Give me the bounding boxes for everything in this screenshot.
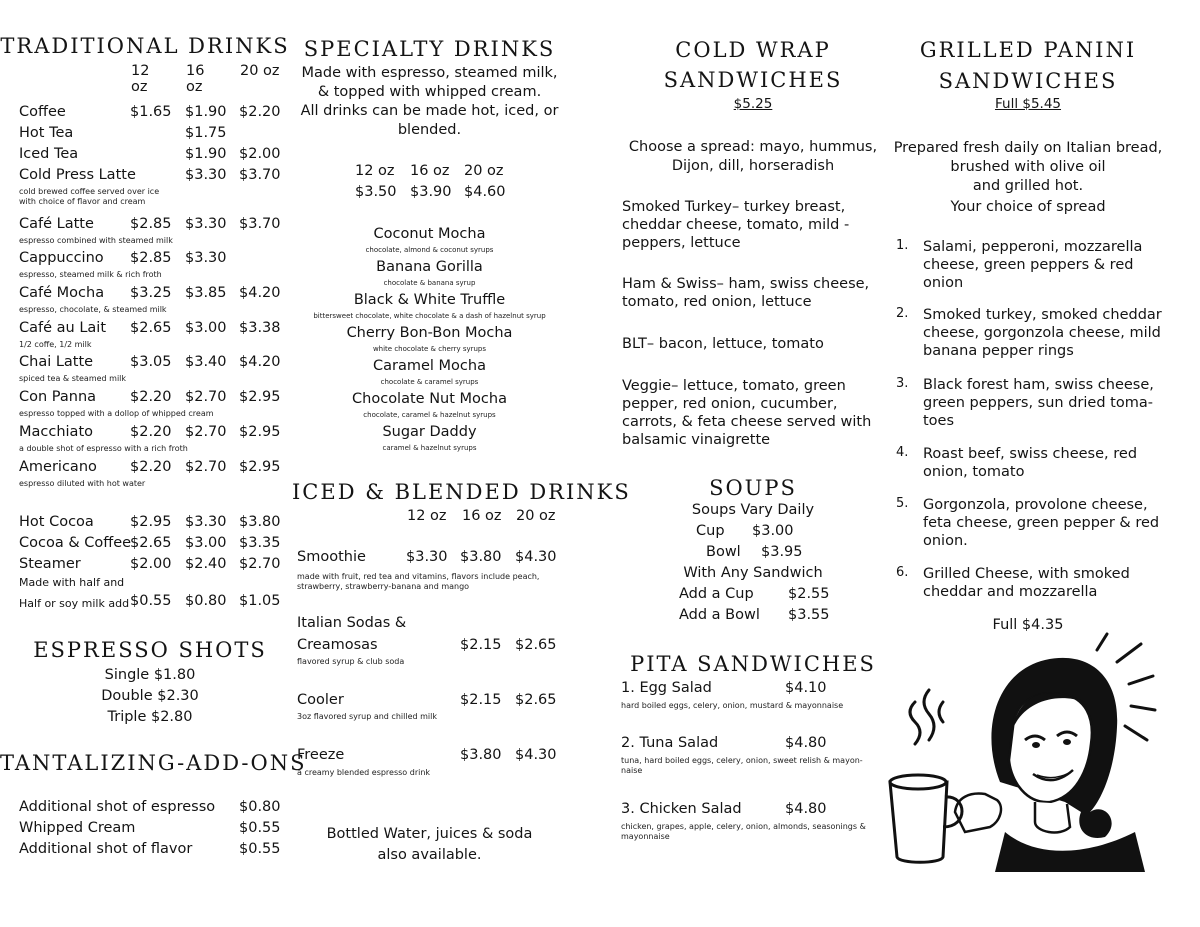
pita-desc: chicken, grapes, apple, celery, onion, almonds, seasonings & xyxy=(621,822,866,831)
panini-line: green peppers, sun dried toma- xyxy=(923,395,1153,411)
panini-number: 6. xyxy=(896,565,909,580)
panini-line: toes xyxy=(923,413,955,429)
pita-desc: naise xyxy=(621,766,643,775)
panini-line: Black forest ham, swiss cheese, xyxy=(923,377,1154,393)
item-name: Cocoa & Coffee xyxy=(19,535,132,551)
price-20oz: $2.65 xyxy=(515,692,557,708)
wrap-line: Ham & Swiss– ham, swiss cheese, xyxy=(622,276,870,292)
item-desc: a creamy blended espresso drink xyxy=(297,768,431,777)
soup-bowl: Bowl xyxy=(706,544,741,560)
addon-name: Whipped Cream xyxy=(19,820,136,836)
cold-wrap-title: COLD WRAP xyxy=(675,38,831,62)
item-desc: cold brewed coffee served over ice xyxy=(19,187,160,196)
item-price: $3.05 xyxy=(130,354,172,370)
wrap-item xyxy=(622,377,871,449)
item-desc: with choice of flavor and cream xyxy=(19,197,146,206)
item-price: $3.00 xyxy=(185,535,227,551)
item-price: $2.70 xyxy=(185,389,227,405)
intro-line: Made with espresso, steamed milk, xyxy=(301,65,558,81)
item-name: Cappuccino xyxy=(19,250,104,266)
item-price: $0.55 xyxy=(130,593,172,609)
specialty-item-name: Sugar Daddy xyxy=(382,424,477,440)
item-name: Hot Cocoa xyxy=(19,514,94,530)
specialty-item-name: Banana Gorilla xyxy=(376,259,483,275)
intro-line: blended. xyxy=(397,122,462,138)
soup-add-cup-price: $2.55 xyxy=(788,586,830,602)
addon-name: Additional shot of flavor xyxy=(19,841,193,857)
spread-line: Choose a spread: mayo, hummus, xyxy=(628,139,878,155)
addons-title: TANTALIZING-ADD-ONS xyxy=(0,751,307,775)
price-12oz: $3.30 xyxy=(406,549,448,565)
item-name: Freeze xyxy=(297,747,345,763)
price-16oz: $3.80 xyxy=(460,747,502,763)
cold-wrap-price: $5.25 xyxy=(733,96,773,112)
wrap-line: Smoked Turkey– turkey breast, xyxy=(622,199,846,215)
item-price: $3.30 xyxy=(185,514,227,530)
espresso-shots-title: ESPRESSO SHOTS xyxy=(33,638,267,662)
specialty-column xyxy=(292,0,631,927)
addon-price: $0.55 xyxy=(239,820,281,836)
intro-line: & topped with whipped cream. xyxy=(317,84,542,100)
panini-line: cheese, green peppers & red xyxy=(923,257,1134,273)
cold-wrap-title-2: SANDWICHES xyxy=(663,68,843,92)
intro-line: All drinks can be made hot, iced, or xyxy=(300,103,559,119)
addon-price: $0.80 xyxy=(239,799,281,815)
panini-line: Grilled Cheese, with smoked xyxy=(923,566,1130,582)
item-price: $2.20 xyxy=(130,424,172,440)
item-price: $3.38 xyxy=(239,320,281,336)
item-desc: espresso diluted with hot water xyxy=(19,479,146,488)
panini-line: Roast beef, swiss cheese, red xyxy=(923,446,1138,462)
size-12oz: 12 oz xyxy=(407,508,447,524)
item-price: $3.30 xyxy=(185,250,227,266)
specialty-item-desc: bittersweet chocolate, white chocolate & a dash of hazelnut syrup xyxy=(313,312,546,320)
item-name: Chai Latte xyxy=(19,354,94,370)
specialty-item-name: Coconut Mocha xyxy=(373,226,486,242)
soup-add-bowl: Add a Bowl xyxy=(679,607,760,623)
item-name: Half or soy milk add xyxy=(19,597,130,610)
pita-name: 2. Tuna Salad xyxy=(621,735,719,751)
size-20oz: 20 oz xyxy=(240,63,280,79)
item-price: $2.20 xyxy=(130,389,172,405)
specialty-intro xyxy=(292,64,567,140)
pita-desc: tuna, hard boiled eggs, celery, onion, sweet relish & mayon- xyxy=(621,756,863,765)
item-price: $1.90 xyxy=(185,146,227,162)
item-desc: espresso topped with a dollop of whipped cream xyxy=(19,409,214,418)
item-price: $3.40 xyxy=(185,354,227,370)
item-desc: strawberry, strawberry-banana and mango xyxy=(297,582,470,591)
item-price: $4.20 xyxy=(239,354,281,370)
intro-line: Prepared fresh daily on Italian bread, xyxy=(893,140,1163,156)
item-desc: 3oz flavored syrup and chilled milk xyxy=(297,712,437,721)
soup-bowl-price: $3.95 xyxy=(761,544,803,560)
panini-title-2: SANDWICHES xyxy=(938,69,1118,93)
panini-title: GRILLED PANINI xyxy=(919,38,1137,62)
item-price: $2.85 xyxy=(130,216,172,232)
footer-line: Bottled Water, juices & soda xyxy=(326,826,533,842)
wraps-column xyxy=(600,0,890,927)
wrap-line: pepper, red onion, cucumber, xyxy=(622,396,838,412)
cold-wrap-spread xyxy=(600,138,906,176)
pita-desc: mayonnaise xyxy=(621,832,670,841)
item-price: $0.80 xyxy=(185,593,227,609)
specialty-item-name: Chocolate Nut Mocha xyxy=(352,391,507,407)
addon-name: Additional shot of espresso xyxy=(19,799,216,815)
size-12oz: 12 oz xyxy=(355,163,395,179)
wrap-line: Veggie– lettuce, tomato, green xyxy=(622,378,846,394)
item-price: $2.95 xyxy=(130,514,172,530)
panini-number: 2. xyxy=(896,306,909,321)
panini-price: Full $5.45 xyxy=(994,96,1062,112)
specialty-item-desc: chocolate, almond & coconut syrups xyxy=(365,246,494,254)
item-price: $3.30 xyxy=(185,167,227,183)
panini-item xyxy=(923,238,1142,292)
intro-line: and grilled hot. xyxy=(972,178,1084,194)
panini-line: cheese, gorgonzola cheese, mild xyxy=(923,325,1161,341)
price-20oz: $4.30 xyxy=(515,747,557,763)
espresso-shots-list xyxy=(0,665,300,728)
item-name: Con Panna xyxy=(19,389,97,405)
wrap-item xyxy=(622,335,824,353)
price-16oz: $2.15 xyxy=(460,692,502,708)
item-price: $3.85 xyxy=(185,285,227,301)
item-price: $4.20 xyxy=(239,285,281,301)
item-price: $2.70 xyxy=(185,424,227,440)
pita-desc: hard boiled eggs, celery, onion, mustard & mayonnaise xyxy=(621,701,844,710)
size-12oz: 12 oz xyxy=(131,63,150,95)
item-desc: 1/2 coffe, 1/2 milk xyxy=(19,340,92,349)
wrap-line: balsamic vinaigrette xyxy=(622,432,771,448)
item-price: $2.85 xyxy=(130,250,172,266)
item-price: $1.90 xyxy=(185,104,227,120)
panini-line: onion, tomato xyxy=(923,464,1025,480)
size-16oz: 16 oz xyxy=(410,163,450,179)
panini-number: 5. xyxy=(896,496,909,511)
espresso-double: Double $2.30 xyxy=(101,688,199,704)
pita-name: 3. Chicken Salad xyxy=(621,801,742,817)
panini-item xyxy=(923,445,1137,481)
wrap-line: cheddar cheese, tomato, mild - xyxy=(622,217,850,233)
item-desc: spiced tea & steamed milk xyxy=(19,374,127,383)
wrap-item xyxy=(622,198,849,252)
item-name: Steamer xyxy=(19,556,81,572)
panini-line: feta cheese, green pepper & red xyxy=(923,515,1160,531)
panini-intro xyxy=(890,139,1166,217)
soup-add-cup: Add a Cup xyxy=(679,586,754,602)
soups-line: Soups Vary Daily xyxy=(691,502,815,518)
item-price: $2.65 xyxy=(130,320,172,336)
retro-woman-coffee-illustration xyxy=(885,632,1170,872)
traditional-drinks-title: TRADITIONAL DRINKS xyxy=(0,34,290,58)
item-name: Cold Press Latte xyxy=(19,167,136,183)
item-price: $1.65 xyxy=(130,104,172,120)
item-desc: Made with half and xyxy=(19,576,125,589)
panini-line: banana pepper rings xyxy=(923,343,1074,359)
panini-item xyxy=(923,306,1162,360)
wrap-line: BLT– bacon, lettuce, tomato xyxy=(622,336,824,352)
pita-price: $4.80 xyxy=(785,801,827,817)
item-desc: flavored syrup & club soda xyxy=(297,657,405,666)
wrap-line: tomato, red onion, lettuce xyxy=(622,294,812,310)
panini-number: 4. xyxy=(896,445,909,460)
specialty-item-desc: chocolate & banana syrup xyxy=(383,279,476,287)
specialty-drinks-title: SPECIALTY DRINKS xyxy=(303,37,556,61)
item-price: $3.70 xyxy=(239,167,281,183)
item-name: Creamosas xyxy=(297,637,378,653)
price-20oz: $4.30 xyxy=(515,549,557,565)
item-name: Americano xyxy=(19,459,97,475)
panini-line: cheddar and mozzarella xyxy=(923,584,1098,600)
item-name: Iced Tea xyxy=(19,146,79,162)
soup-add-bowl-price: $3.55 xyxy=(788,607,830,623)
espresso-single: Single $1.80 xyxy=(104,667,196,683)
soups-line: With Any Sandwich xyxy=(683,565,823,581)
item-price: $3.25 xyxy=(130,285,172,301)
price-16oz: $3.80 xyxy=(460,549,502,565)
panini-line: Smoked turkey, smoked cheddar xyxy=(923,307,1162,323)
price-16oz: $2.15 xyxy=(460,637,502,653)
item-price: $2.70 xyxy=(185,459,227,475)
specialty-item-desc: caramel & hazelnut syrups xyxy=(382,444,477,452)
panini-full-price: Full $4.35 xyxy=(992,617,1064,633)
item-desc: espresso combined with steamed milk xyxy=(19,236,173,245)
panini-item xyxy=(923,376,1154,430)
panini-line: onion xyxy=(923,275,964,291)
soup-cup: Cup xyxy=(696,523,725,539)
specialty-item-name: Cherry Bon-Bon Mocha xyxy=(346,325,513,341)
iced-blended-title: ICED & BLENDED DRINKS xyxy=(292,480,631,504)
intro-line: Your choice of spread xyxy=(950,199,1106,215)
item-desc: a double shot of espresso with a rich froth xyxy=(19,444,188,453)
price-16oz: $3.90 xyxy=(410,184,452,200)
panini-number: 1. xyxy=(896,238,909,253)
item-price: $2.20 xyxy=(239,104,281,120)
intro-line: brushed with olive oil xyxy=(950,159,1106,175)
soups-title: SOUPS xyxy=(709,476,797,500)
item-name: Italian Sodas & xyxy=(297,615,407,631)
panini-column xyxy=(890,0,1190,927)
price-20oz: $4.60 xyxy=(464,184,506,200)
panini-item xyxy=(923,565,1130,601)
item-desc: made with fruit, red tea and vitamins, flavors include peach, xyxy=(297,572,540,581)
pita-name: 1. Egg Salad xyxy=(621,680,712,696)
wrap-line: peppers, lettuce xyxy=(622,235,741,251)
size-16oz: 16 oz xyxy=(462,508,502,524)
item-price: $3.35 xyxy=(239,535,281,551)
addon-price: $0.55 xyxy=(239,841,281,857)
pita-price: $4.10 xyxy=(785,680,827,696)
espresso-triple: Triple $2.80 xyxy=(107,709,193,725)
item-price: $2.20 xyxy=(130,459,172,475)
item-price: $2.40 xyxy=(185,556,227,572)
item-price: $3.80 xyxy=(239,514,281,530)
panini-line: Salami, pepperoni, mozzarella xyxy=(923,239,1143,255)
pita-price: $4.80 xyxy=(785,735,827,751)
item-price: $3.30 xyxy=(185,216,227,232)
item-name: Café Latte xyxy=(19,216,94,232)
panini-line: onion. xyxy=(923,533,968,549)
item-price: $2.95 xyxy=(239,459,281,475)
wrap-line: carrots, & feta cheese served with xyxy=(622,414,872,430)
item-name: Café Mocha xyxy=(19,285,105,301)
item-name: Macchiato xyxy=(19,424,94,440)
item-name: Coffee xyxy=(19,104,66,120)
item-price: $2.95 xyxy=(239,424,281,440)
item-price: $2.00 xyxy=(130,556,172,572)
item-name: Smoothie xyxy=(297,549,366,565)
size-20oz: 20 oz xyxy=(516,508,556,524)
specialty-item-desc: white chocolate & cherry syrups xyxy=(372,345,487,353)
item-desc: espresso, steamed milk & rich froth xyxy=(19,270,162,279)
item-name: Café au Lait xyxy=(19,320,107,336)
item-name: Cooler xyxy=(297,692,344,708)
soup-cup-price: $3.00 xyxy=(752,523,794,539)
price-20oz: $2.65 xyxy=(515,637,557,653)
panini-number: 3. xyxy=(896,376,909,391)
footer-line: also available. xyxy=(377,847,482,863)
item-price: $2.70 xyxy=(239,556,281,572)
size-16oz: 16 oz xyxy=(186,63,205,95)
specialty-item-desc: chocolate & caramel syrups xyxy=(380,378,479,386)
item-price: $3.70 xyxy=(239,216,281,232)
panini-line: Gorgonzola, provolone cheese, xyxy=(923,497,1148,513)
item-price: $1.75 xyxy=(185,125,227,141)
item-price: $2.00 xyxy=(239,146,281,162)
panini-item xyxy=(923,496,1159,550)
beverage-footer xyxy=(292,824,567,866)
traditional-drinks-column xyxy=(0,0,307,927)
item-name: Hot Tea xyxy=(19,125,74,141)
item-desc: espresso, chocolate, & steamed milk xyxy=(19,305,167,314)
item-price: $1.05 xyxy=(239,593,281,609)
specialty-item-name: Caramel Mocha xyxy=(373,358,486,374)
item-price: $2.95 xyxy=(239,389,281,405)
price-12oz: $3.50 xyxy=(355,184,397,200)
wrap-item xyxy=(622,275,869,311)
spread-line: Dijon, dill, horseradish xyxy=(671,158,835,174)
specialty-item-desc: chocolate, caramel & hazelnut syrups xyxy=(363,411,496,419)
item-price: $2.65 xyxy=(130,535,172,551)
specialty-item-name: Black & White Truffle xyxy=(353,292,506,308)
pita-title: PITA SANDWICHES xyxy=(630,652,876,676)
size-20oz: 20 oz xyxy=(464,163,504,179)
item-price: $3.00 xyxy=(185,320,227,336)
